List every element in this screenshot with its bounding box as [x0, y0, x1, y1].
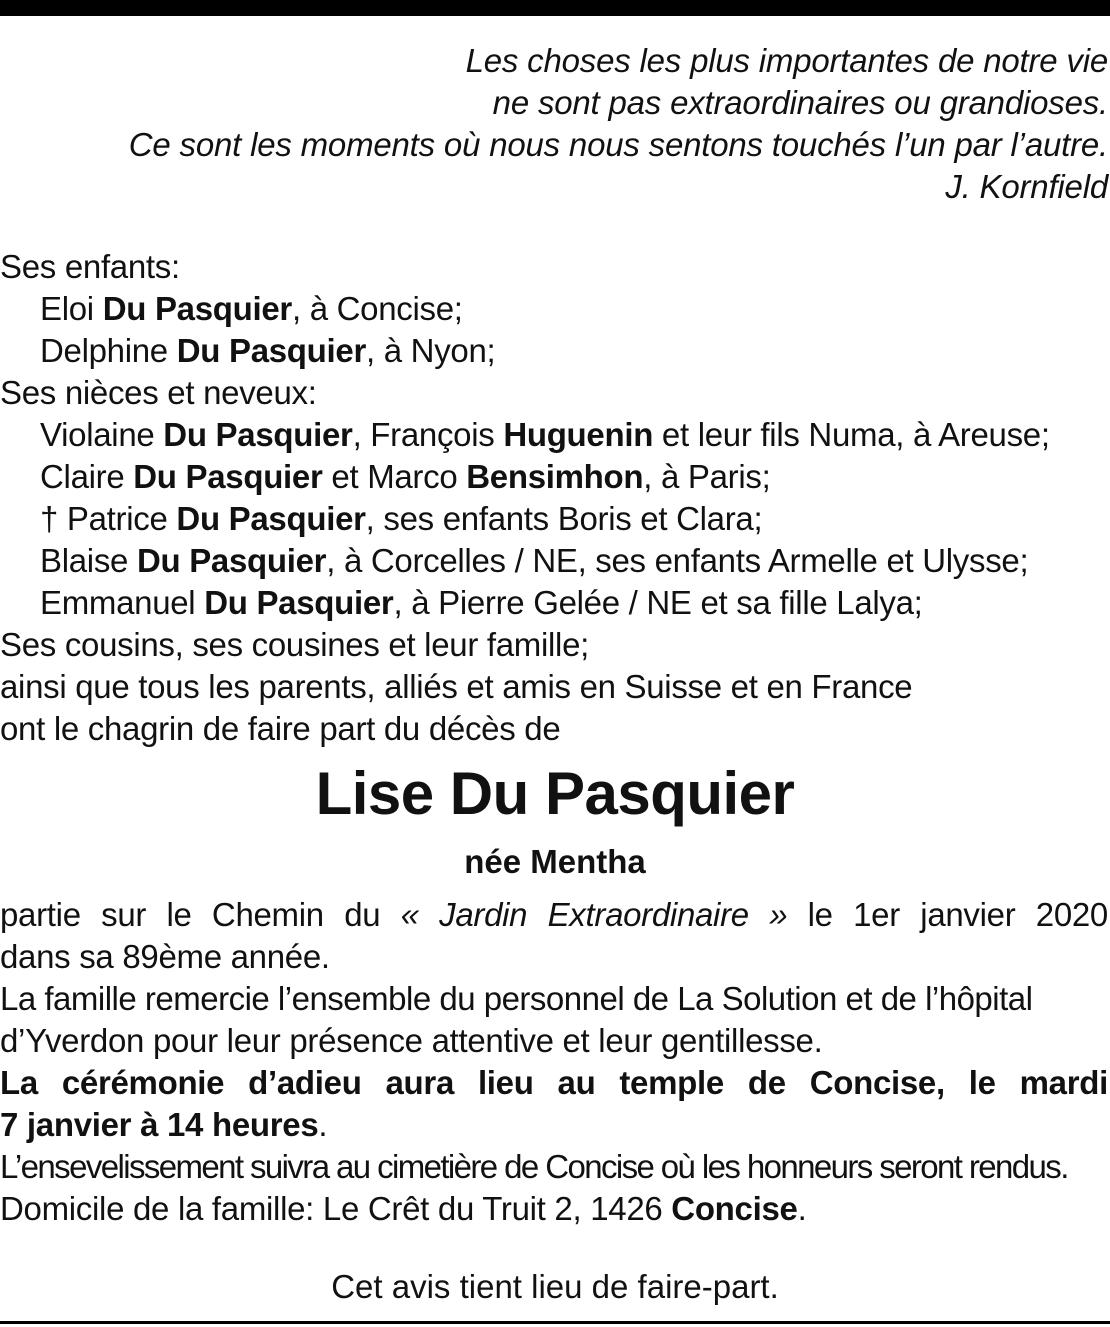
last-name: Du Pasquier: [133, 458, 323, 495]
location: , à Nyon;: [366, 332, 496, 369]
domicile-town: Concise: [671, 1190, 798, 1227]
thanks-line: La famille remercie l’ensemble du personnel de La Solution et de l’hôpital: [0, 980, 1033, 1017]
ceremony-end: .: [318, 1106, 328, 1143]
child-entry: [0, 330, 1108, 372]
entry-text: † Patrice: [40, 500, 177, 537]
cousins-line: Ses cousins, ses cousines et leur famille;: [0, 626, 590, 663]
entry-text: , à Corcelles / NE, ses enfants Armelle et Ulysse;: [326, 542, 1029, 579]
entry-text: , à Paris;: [643, 458, 771, 495]
departure-date: le 1er janvier 2020: [787, 896, 1108, 933]
ceremony-date: 7 janvier à 14 heures: [0, 1106, 319, 1143]
thanks-line: d’Yverdon pour leur présence attentive et leur gentillesse.: [0, 1022, 823, 1059]
departure-text: partie sur le Chemin du: [0, 896, 401, 933]
bottom-rule: [0, 1321, 1110, 1324]
domicile-end: .: [797, 1190, 807, 1227]
footer-note: Cet avis tient lieu de faire-part.: [331, 1268, 779, 1305]
children-heading: Ses enfants:: [0, 248, 180, 285]
entry-text: , ses enfants Boris et Clara;: [365, 500, 763, 537]
relatives-line: ainsi que tous les parents, alliés et amis en Suisse et en France: [0, 668, 913, 705]
entry-text: et leur fils Numa, à Areuse;: [653, 416, 1050, 453]
entry-text: Emmanuel: [40, 584, 205, 621]
quote-line: Ce sont les moments où nous nous sentons touchés l’un par l’autre.: [128, 126, 1108, 163]
last-name: Du Pasquier: [102, 290, 292, 327]
entry-text: , à Pierre Gelée / NE et sa fille Lalya;: [393, 584, 923, 621]
niece-entry: [0, 456, 1108, 498]
quote-line: ne sont pas extraordinaires ou grandioses.: [492, 84, 1108, 121]
first-name: Eloi: [40, 290, 103, 327]
ceremony-line: La cérémonie d’adieu aura lieu au temple de Concise, le mardi: [0, 1064, 1108, 1101]
last-name: Du Pasquier: [204, 584, 394, 621]
last-name: Huguenin: [503, 416, 654, 453]
maiden-name: née Mentha: [464, 843, 646, 880]
notice-details: [0, 894, 1108, 1230]
age-line: dans sa 89ème année.: [0, 938, 330, 975]
entry-text: Blaise: [40, 542, 137, 579]
last-name: Du Pasquier: [176, 332, 366, 369]
epigraph-quote: [48, 40, 1108, 208]
deceased-name: Lise Du Pasquier: [315, 760, 795, 827]
domicile-line: [0, 1188, 1108, 1230]
location: , à Concise;: [291, 290, 463, 327]
entry-text: , François: [352, 416, 504, 453]
departure-place: « Jardin Extraordinaire »: [400, 896, 788, 933]
first-name: Delphine: [40, 332, 177, 369]
niece-entry: [0, 498, 1108, 540]
last-name: Du Pasquier: [136, 542, 327, 579]
ceremony-line: [0, 1104, 1108, 1146]
quote-author: J. Kornfield: [945, 168, 1108, 205]
family-list: [0, 246, 1108, 750]
entry-text: Claire: [40, 458, 134, 495]
niece-entry: [0, 540, 1108, 582]
nieces-heading: Ses nièces et neveux:: [0, 374, 317, 411]
entry-text: Violaine: [40, 416, 164, 453]
burial-line: L’ensevelissement suivra au cimetière de Concise où les honneurs seront rendus.: [0, 1148, 1068, 1185]
domicile-address: Domicile de la famille: Le Crêt du Truit 2, 1426: [0, 1190, 672, 1227]
last-name: Du Pasquier: [163, 416, 353, 453]
niece-entry: [0, 582, 1108, 624]
last-name: Du Pasquier: [176, 500, 366, 537]
niece-entry: [0, 414, 1108, 456]
departure-line: [0, 894, 1108, 936]
child-entry: [0, 288, 1108, 330]
top-rule: [0, 0, 1110, 16]
entry-text: et Marco: [322, 458, 467, 495]
announcement-line: ont le chagrin de faire part du décès de: [0, 710, 561, 747]
quote-line: Les choses les plus importantes de notre vie: [465, 42, 1108, 79]
last-name: Bensimhon: [466, 458, 644, 495]
